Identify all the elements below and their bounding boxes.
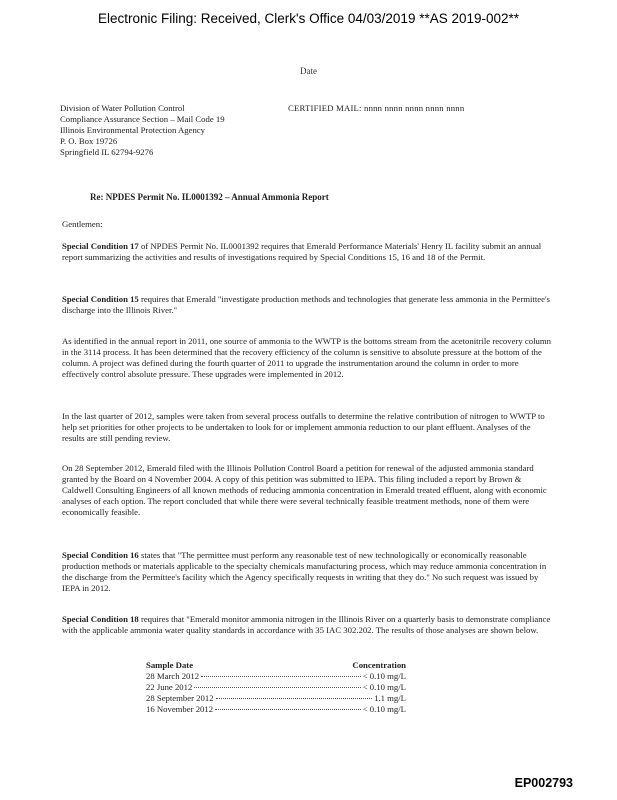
dot-leader xyxy=(201,676,361,677)
address-line: Compliance Assurance Section – Mail Code 19 xyxy=(60,114,225,124)
filing-stamp-header: Electronic Filing: Received, Clerk's Office 04/03/2019 **AS 2019-002** xyxy=(97,11,520,26)
sample-date: 16 November 2012 xyxy=(146,704,214,714)
address-line: Division of Water Pollution Control xyxy=(60,103,185,113)
paragraph-special-condition-17 xyxy=(62,241,552,263)
date-label: Date xyxy=(300,66,317,76)
paragraph-lead: Special Condition 16 xyxy=(62,550,139,560)
dot-leader xyxy=(194,687,360,688)
table-header xyxy=(146,660,406,671)
concentration-value: < 0.10 mg/L xyxy=(362,671,406,681)
recipient-address xyxy=(60,103,225,158)
paragraph-text: of NPDES Permit No. IL0001392 requires that Emerald Performance Materials' Henry IL facility submit an annual report summarizing the activities and results of investigations required by Special Conditions 15, 16 and 18 of the Permit. xyxy=(62,241,542,262)
paragraph-special-condition-18 xyxy=(62,614,552,636)
paragraph-lead: Special Condition 18 xyxy=(62,614,139,624)
paragraph-text: states that "The permittee must perform any reasonable test of new technologically or economically reasonable production methods or materials applicable to the specialty chemicals manufacturing process, which may reduce ammonia concentration in the discharge from the Permittee's facility which the Agency specifically requests in writing that they do." No such request was issued by IEPA in 2012. xyxy=(62,550,547,593)
paragraph-process-outfalls: In the last quarter of 2012, samples were taken from several process outfalls to determine the relative contribution of nitrogen to WWTP to help set priorities for other projects to be undertaken to look for or implement ammonia reduction to our plant effluent. Analyses of the results are still pending review. xyxy=(62,411,545,443)
sample-date: 28 September 2012 xyxy=(146,693,214,703)
paragraph-special-condition-15 xyxy=(62,294,552,316)
subject-line: Re: NPDES Permit No. IL0001392 – Annual Ammonia Report xyxy=(90,192,329,202)
address-line: Illinois Environmental Protection Agency xyxy=(60,125,206,135)
column-header-concentration: Concentration xyxy=(352,660,406,670)
dot-leader xyxy=(216,698,373,699)
dot-leader xyxy=(215,709,361,710)
table-row xyxy=(146,671,406,682)
sample-date: 22 June 2012 xyxy=(146,682,193,692)
table-row xyxy=(146,704,406,715)
bates-number: EP002793 xyxy=(514,776,573,790)
paragraph-special-condition-16 xyxy=(62,550,552,594)
concentration-value: 1.1 mg/L xyxy=(374,693,406,703)
paragraph-petition-renewal: On 28 September 2012, Emerald filed with the Illinois Pollution Control Board a petition for renewal of the adjusted ammonia standard granted by the Board on 4 November 2004. A copy of this petition was submitted to IEPA. This filing included a report by Brown & Caldwell Consulting Engineers of all known methods of reducing ammonia concentration in Emerald treated effluent, along with economic analyses of each option. The report concluded that while there were several technically feasible treatment methods, none of them were economically feasible. xyxy=(62,463,547,517)
concentration-value: < 0.10 mg/L xyxy=(362,704,406,714)
concentration-value: < 0.10 mg/L xyxy=(362,682,406,692)
address-line: P. O. Box 19726 xyxy=(60,136,118,146)
column-header-sample-date: Sample Date xyxy=(146,660,194,670)
address-line: Springfield IL 62794-9276 xyxy=(60,147,154,157)
paragraph-text: requires that Emerald "investigate production methods and technologies that generate less ammonia in the Permittee's discharge into the Illinois River." xyxy=(62,294,550,315)
sample-date: 28 March 2012 xyxy=(146,671,200,681)
paragraph-lead: Special Condition 17 xyxy=(62,241,139,251)
paragraph-acetonitrile-column: As identified in the annual report in 2011, one source of ammonia to the WWTP is the bottoms stream from the acetonitrile recovery column in the 3114 process. It has been determined that the recovery efficiency of the column is sensitive to absolute pressure at the bottom of the column. A project was defined during the fourth quarter of 2011 to upgrade the instrumentation around the column in order to more effectively control absolute pressure. These upgrades were implemented in 2012. xyxy=(62,336,551,379)
table-row xyxy=(146,693,406,704)
certified-mail-line: CERTIFIED MAIL: nnnn nnnn nnnn nnnn nnnn xyxy=(288,103,465,113)
paragraph-text: requires that "Emerald monitor ammonia nitrogen in the Illinois River on a quarterly basis to demonstrate compliance with the applicable ammonia water quality standards in accordance with 35 IAC 302.202. The results of those analyses are shown below. xyxy=(62,614,551,635)
salutation: Gentlemen: xyxy=(62,219,103,229)
ammonia-results-table xyxy=(146,660,406,715)
table-row xyxy=(146,682,406,693)
paragraph-lead: Special Condition 15 xyxy=(62,294,139,304)
